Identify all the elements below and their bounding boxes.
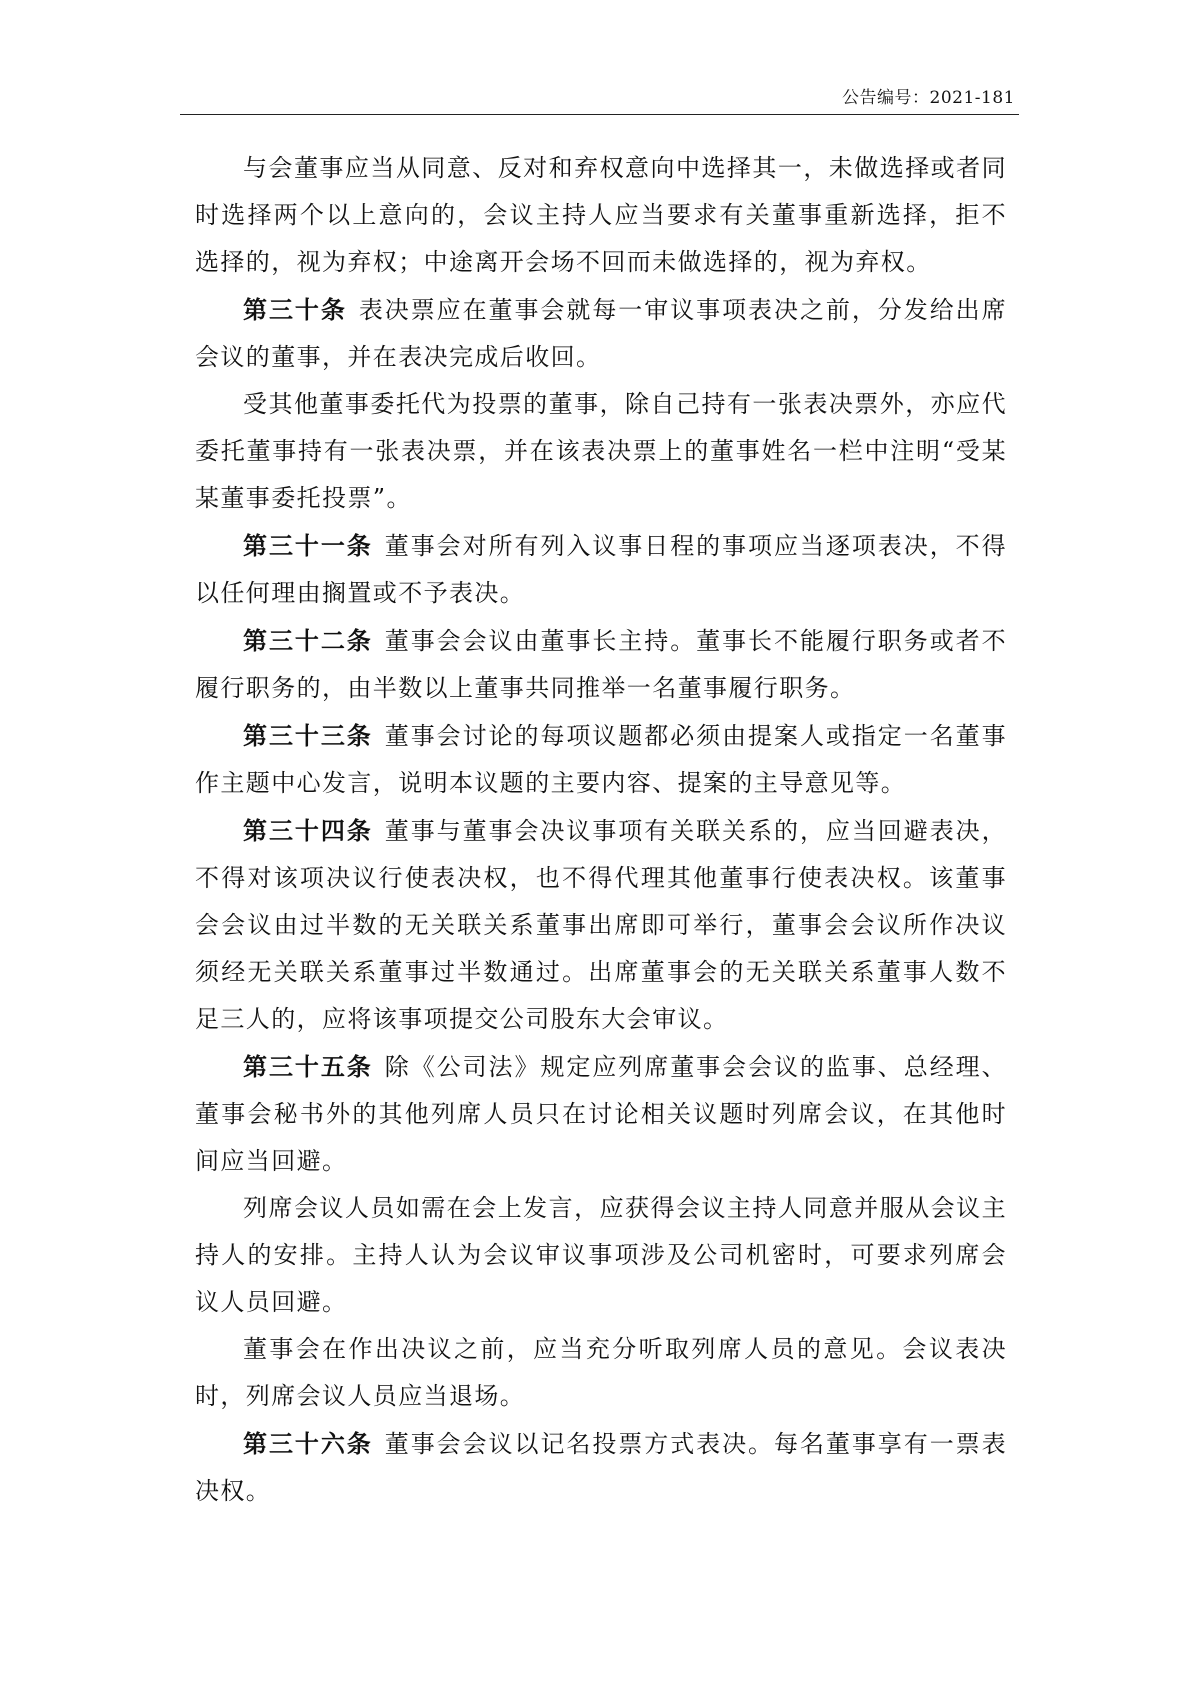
paragraph-9: [195, 1185, 1007, 1326]
article-34: [195, 807, 1007, 1043]
article-number: 第三十六条: [243, 1429, 373, 1458]
paragraph-3: [195, 381, 1007, 522]
article-30: [195, 286, 1007, 381]
paragraph-text: 董事与董事会决议事项有关联关系的，应当回避表决，不得对该项决议行使表决权，也不得代理其他董事行使表决权。该董事会会议由过半数的无关联关系董事出席即可举行，董事会会议所作决议须经无关联关系董事过半数通过。出席董事会的无关联关系董事人数不足三人的，应将该事项提交公司股东大会审议。: [195, 817, 1007, 1033]
article-number: 第三十三条: [243, 721, 373, 750]
paragraph-text: 列席会议人员如需在会上发言，应获得会议主持人同意并服从会议主持人的安排。主持人认为会议审议事项涉及公司机密时，可要求列席会议人员回避。: [195, 1194, 1007, 1316]
paragraph-text: 受其他董事委托代为投票的董事，除自己持有一张表决票外，亦应代委托董事持有一张表决票，并在该表决票上的董事姓名一栏中注明“受某某董事委托投票”。: [195, 390, 1007, 512]
article-32: [195, 617, 1007, 712]
article-33: [195, 712, 1007, 807]
article-31: [195, 522, 1007, 617]
paragraph-text: 董事会对所有列入议事日程的事项应当逐项表决，不得以任何理由搁置或不予表决。: [195, 532, 1007, 607]
article-number: 第三十条: [243, 295, 347, 324]
paragraph-text: 与会董事应当从同意、反对和弃权意向中选择其一，未做选择或者同时选择两个以上意向的，会议主持人应当要求有关董事重新选择，拒不选择的，视为弃权；中途离开会场不回而未做选择的，视为弃权。: [195, 154, 1007, 276]
paragraph-text: 表决票应在董事会就每一审议事项表决之前，分发给出席会议的董事，并在表决完成后收回。: [195, 296, 1008, 371]
paragraph-text: 董事会在作出决议之前，应当充分听取列席人员的意见。会议表决时，列席会议人员应当退场。: [195, 1335, 1007, 1410]
article-35: [195, 1043, 1007, 1185]
paragraph-text: 除《公司法》规定应列席董事会会议的监事、总经理、董事会秘书外的其他列席人员只在讨论相关议题时列席会议，在其他时间应当回避。: [195, 1053, 1007, 1175]
article-number: 第三十一条: [243, 531, 373, 560]
article-number: 第三十二条: [243, 626, 373, 655]
article-36: [195, 1420, 1007, 1515]
page-header: [180, 88, 1019, 115]
paragraph-10: [195, 1326, 1007, 1420]
paragraph-text: 董事会讨论的每项议题都必须由提案人或指定一名董事作主题中心发言，说明本议题的主要内容、提案的主导意见等。: [195, 722, 1007, 797]
article-number: 第三十五条: [243, 1052, 373, 1081]
paragraph-text: 董事会会议由董事长主持。董事长不能履行职务或者不履行职务的，由半数以上董事共同推举一名董事履行职务。: [195, 627, 1007, 702]
paragraph-1: [195, 145, 1007, 286]
document-body: [195, 145, 1007, 1515]
paragraph-text: 董事会会议以记名投票方式表决。每名董事享有一票表决权。: [195, 1430, 1007, 1505]
announcement-number: 公告编号：2021-181: [842, 88, 1015, 108]
article-number: 第三十四条: [243, 816, 373, 845]
